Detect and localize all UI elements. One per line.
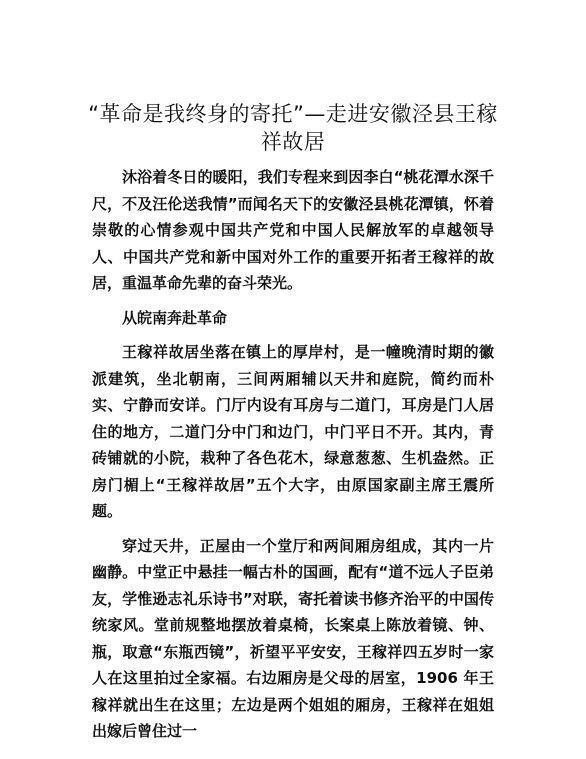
document-title: “革命是我终身的寄托”—走进安徽泾县王稼祥故居 [88,102,498,154]
paragraph-residence: 王稼祥故居坐落在镇上的厚岸村，是一幢晚清时期的徽派建筑，坐北朝南，三间两厢辅以天井和庭院，简约而朴实、宁静而安详。门厅内设有耳房与二道门，耳房是门人居住的地方，二道门分中门和边门，中门平日不开。其内，青砖铺就的小院，栽种了各色花木，绿意葱葱、生机盎然。正房门楣上“王稼祥故居”五个大字，由原国家副主席王震所题。 [92,343,494,520]
paragraph-intro: 沐浴着冬日的暖阳，我们专程来到因李白“桃花潭水深千尺，不及汪伦送我情”而闻名天下的安徽泾县桃花潭镇，怀着崇敬的心情参观中国共产党和中国人民解放军的卓越领导人、中国共产党和新中国对外工作的重要开拓者王稼祥的故居，重温革命先辈的奋斗荣光。 [92,168,494,292]
section-heading: 从皖南奔赴革命 [122,308,228,327]
document-body [92,164,494,745]
paragraph-main-hall: 穿过天井，正屋由一个堂厅和两间厢房组成，其内一片幽静。中堂正中悬挂一幅古朴的国画，配有“道不远人子臣弟友，学惟逊志礼乐诗书”对联，寄托着读书修齐治平的中国传统家风。堂前规整地摆放着桌椅，长案桌上陈放着镜、钟、瓶，取意“东瓶西镜”，祈望平平安安，王稼祥四五岁时一家人在这里拍过全家福。右边厢房是父母的居室，1906 年王稼祥就出生在这里；左边是两个姐姐的厢房，王稼祥在姐姐出嫁后曾住过一 [92,536,494,740]
